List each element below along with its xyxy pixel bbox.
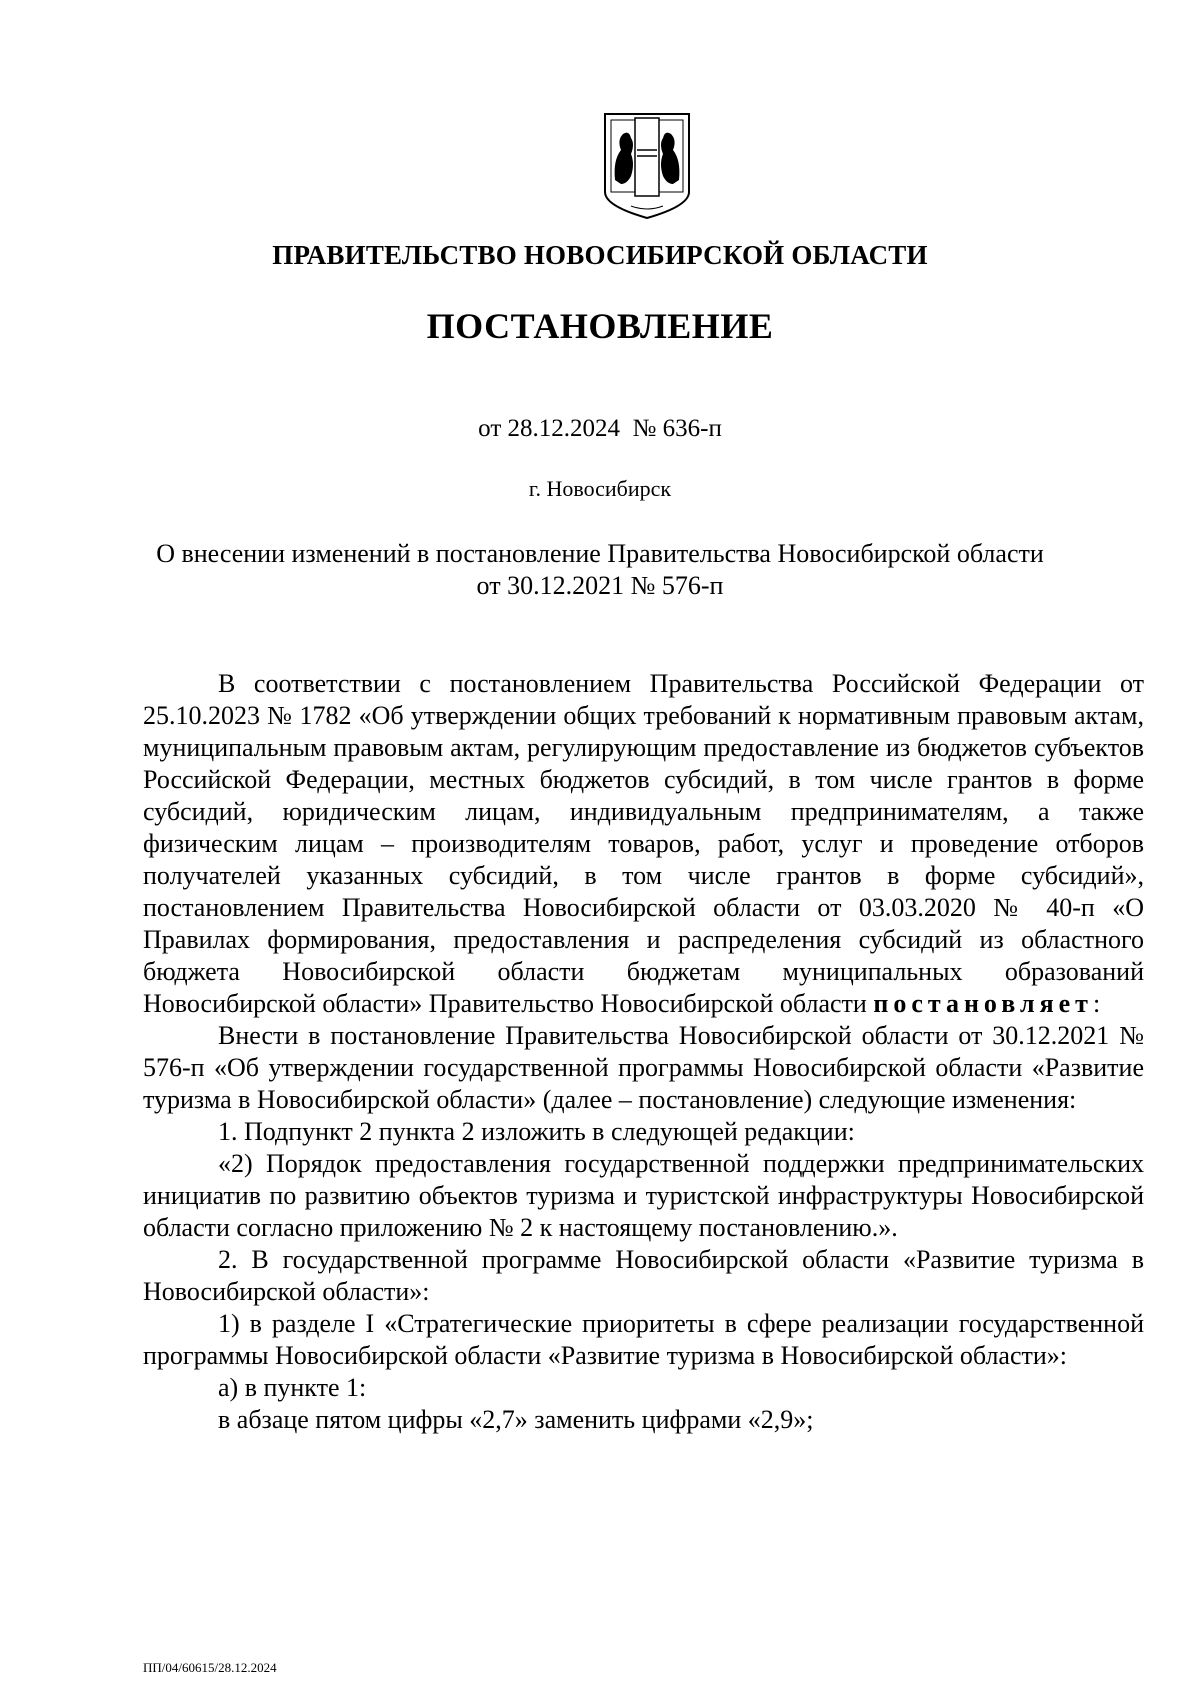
document-title [150,538,1050,602]
paragraph: «2) Порядок предоставления государственной поддержки предпринимательских инициатив по развитию объектов туризма и туристской инфраструктуры Новосибирской области согласно приложению № 2 к настоящему постановлению.». [143,1149,1144,1242]
paragraph: в абзаце пятом цифры «2,7» заменить цифрами «2,9»; [218,1405,814,1434]
paragraph: 1) в разделе I «Стратегические приоритеты в сфере реализации государственной программы Новосибирской области «Развитие туризма в Новосибирской области»: [143,1309,1144,1370]
document-body [143,668,1144,1436]
preamble-end: : [1092,989,1101,1018]
organization-name: ПРАВИТЕЛЬСТВО НОВОСИБИРСКОЙ ОБЛАСТИ [272,240,928,270]
preamble-text: В соответствии с постановлением Правительства Российской Федерации от 25.10.2023 № 1782 «Об утверждении общих требований к нормативным правовым актам, муниципальным правовым актам, регулирующим предоставление из бюджетов субъектов Российской Федерации, местных бюджетов субсидий, в том числе грантов в форме субсидий, юридическим лицам, индивидуальным предпринимателям, а также физическим лицам – производителям товаров, работ, услуг и проведение отборов получателей указанных субсидий, в том числе грантов в форме субсидий», постановлением Правительства Новосибирской области от 03.03.2020 № 40-п «О Правилах формирования, предоставления и распределения субсидий из областного бюджета Новосибирской области бюджетам муниципальных образований Новосибирской области» Правительство Новосибирской области [143,669,1144,1018]
paragraph: а) в пункте 1: [218,1373,367,1402]
paragraph: Внести в постановление Правительства Новосибирской области от 30.12.2021 № 576-п «Об утверждении государственной программы Новосибирской области «Развитие туризма в Новосибирской области» (далее – постановление) следующие изменения: [143,1021,1144,1114]
coat-of-arms-emblem [601,110,693,222]
paragraph: 1. Подпункт 2 пункта 2 изложить в следующей редакции: [218,1117,855,1146]
decree-word: постановляет [873,989,1093,1018]
city-name: г. Новосибирск [528,476,672,501]
footer-document-code: ПП/04/60615/28.12.2024 [143,1660,277,1675]
document-type-heading: ПОСТАНОВЛЕНИЕ [426,306,774,346]
paragraph-preamble [143,668,1144,1020]
document-date-number: от 28.12.2024 № 636-п [478,415,722,442]
document-title-line: от 30.12.2021 № 576-п [476,571,724,600]
document-title-line: О внесении изменений в постановление Правительства Новосибирской области [156,539,1044,568]
paragraph: 2. В государственной программе Новосибирской области «Развитие туризма в Новосибирской области»: [143,1245,1144,1306]
